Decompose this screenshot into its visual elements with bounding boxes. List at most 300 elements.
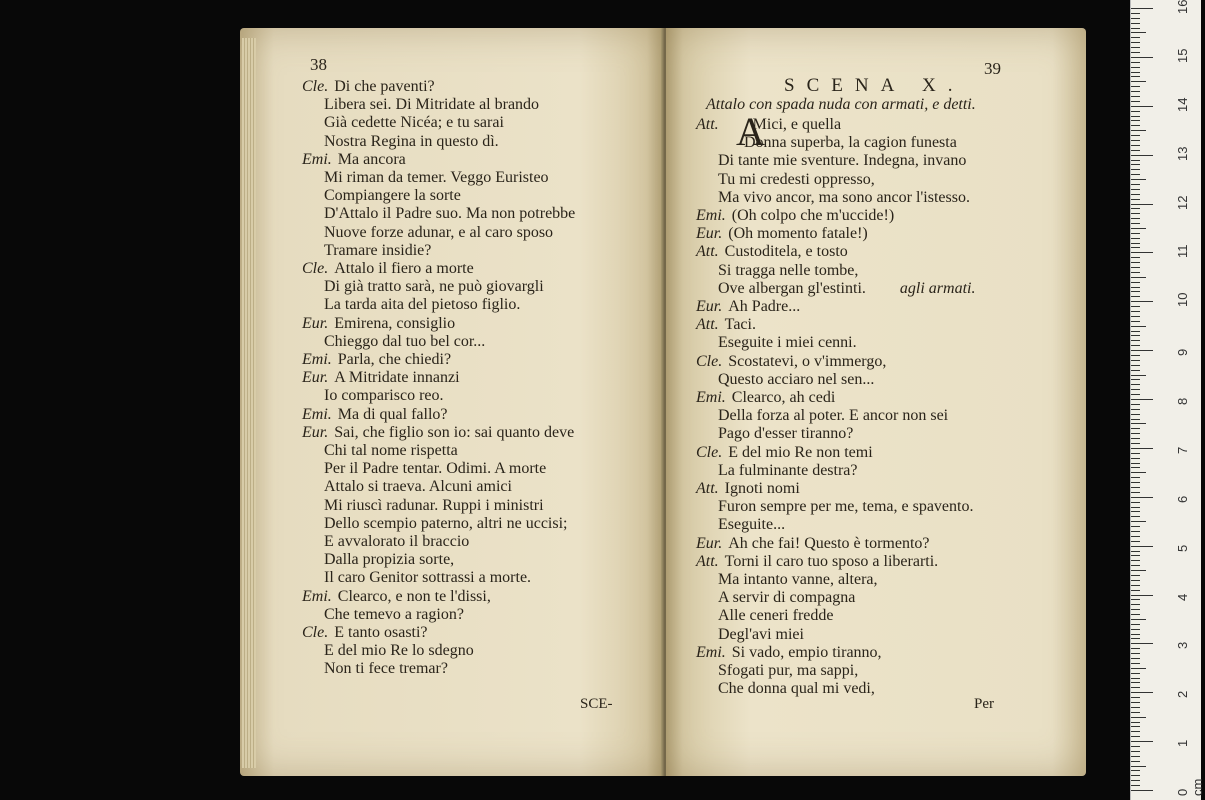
verse-line — [324, 333, 485, 351]
ruler-tick — [1131, 370, 1140, 371]
stage-direction: Attalo con spada nuda con armati, e detti. — [706, 96, 976, 113]
right-page — [666, 28, 1086, 776]
ruler-tick — [1131, 76, 1140, 77]
verse-text: (Oh colpo che m'uccide!) — [731, 207, 895, 224]
ruler-tick — [1131, 526, 1140, 527]
verse-text: Sai, che figlio son io: sai quanto deve — [334, 423, 575, 441]
verse-line — [324, 478, 512, 496]
verse-line — [696, 116, 841, 134]
verse-text: Nuove forze adunar, e al caro sposo — [324, 223, 554, 241]
ruler-tick — [1131, 458, 1140, 459]
speaker-name: Cle. — [302, 260, 329, 277]
verse-line — [324, 133, 499, 151]
ruler-tick — [1131, 91, 1140, 92]
verse-line — [324, 515, 567, 533]
ruler-tick — [1131, 28, 1140, 29]
verse-text: Alle ceneri fredde — [718, 607, 834, 625]
ruler-tick — [1131, 731, 1140, 732]
verse-line — [324, 460, 546, 478]
ruler-label: 6 — [1175, 495, 1190, 503]
ruler-tick — [1131, 712, 1140, 713]
ruler-tick — [1131, 331, 1140, 332]
ruler-tick — [1131, 614, 1140, 615]
scene-title: SCENA X. — [784, 75, 965, 96]
ruler-label: 2 — [1175, 691, 1190, 699]
ruler-tick — [1131, 213, 1140, 214]
verse-line — [744, 134, 957, 152]
ruler-tick — [1131, 507, 1140, 508]
speaker-name: Eur. — [696, 534, 723, 552]
stage-aside: agli armati. — [899, 279, 976, 297]
verse-line — [696, 644, 882, 662]
verse-text: Di tante mie sventure. Indegna, invano — [718, 152, 967, 170]
verse-text: Questo acciaro nel sen... — [718, 370, 875, 388]
ruler-tick — [1131, 184, 1140, 185]
speaker-name: Eur. — [302, 423, 329, 441]
ruler-tick — [1131, 751, 1140, 752]
verse-text: Già cedette Nicéa; e tu sarai — [324, 114, 504, 132]
speaker-name: Emi. — [302, 150, 332, 168]
ruler-tick — [1131, 345, 1140, 346]
verse-line — [718, 571, 878, 589]
verse-text: Emirena, consiglio — [334, 314, 456, 332]
ruler-tick — [1131, 32, 1146, 33]
ruler-tick — [1131, 228, 1146, 229]
ruler-tick — [1131, 155, 1153, 156]
measurement-ruler — [1130, 0, 1205, 800]
verse-text: Compiangere la sorte — [324, 187, 461, 205]
ruler-tick — [1131, 233, 1140, 234]
verse-text: Mi riman da temer. Veggo Euristeo — [324, 169, 549, 186]
verse-text: Libera sei. Di Mitridate al brando — [324, 96, 540, 114]
verse-line — [324, 660, 448, 678]
verse-line — [324, 497, 544, 515]
ruler-tick — [1131, 682, 1140, 683]
ruler-tick — [1131, 62, 1140, 63]
verse-line — [324, 278, 544, 296]
ruler-tick — [1131, 502, 1140, 503]
ruler-tick — [1131, 766, 1146, 767]
ruler-tick — [1131, 355, 1140, 356]
page-number: 39 — [984, 59, 1001, 78]
ruler-tick — [1131, 145, 1140, 146]
ruler-tick — [1131, 306, 1140, 307]
ruler-tick — [1131, 634, 1140, 635]
ruler-tick — [1131, 164, 1140, 165]
ruler-tick — [1131, 57, 1153, 58]
verse-line — [302, 315, 455, 333]
ruler-tick — [1131, 707, 1140, 708]
verse-text: A Mitridate innanzi — [334, 369, 460, 387]
ruler-tick — [1131, 453, 1140, 454]
verse-line — [718, 680, 875, 698]
ruler-tick — [1131, 67, 1140, 68]
speaker-name: Att. — [696, 480, 719, 497]
ruler-tick — [1131, 604, 1140, 605]
ruler-label: 5 — [1175, 544, 1190, 552]
ruler-tick — [1131, 643, 1153, 644]
verse-text: Pago d'esser tiranno? — [718, 425, 854, 443]
verse-text: Dello scempio paterno, altri ne uccisi; — [324, 514, 568, 532]
verse-line — [718, 280, 975, 298]
verse-line — [324, 96, 539, 114]
ruler-tick — [1131, 697, 1140, 698]
ruler-tick — [1131, 663, 1140, 664]
verse-text: Tramare insidie? — [324, 241, 432, 259]
verse-line — [696, 316, 756, 334]
verse-text: E del mio Re non temi — [728, 443, 873, 461]
ruler-tick — [1131, 18, 1140, 19]
ruler-tick — [1131, 238, 1140, 239]
verse-text: Per il Padre tentar. Odimi. A morte — [324, 460, 547, 478]
ruler-tick — [1131, 467, 1140, 468]
verse-line — [302, 588, 491, 606]
verse-line — [718, 498, 973, 516]
verse-text: E del mio Re lo sdegno — [324, 642, 474, 660]
speaker-name: Eur. — [302, 369, 329, 387]
ruler-tick — [1131, 257, 1140, 258]
ruler-label: 16 — [1175, 0, 1190, 14]
verse-text: Ignoti nomi — [724, 480, 800, 497]
ruler-tick — [1131, 282, 1140, 283]
verse-line — [718, 334, 857, 352]
verse-text: Ma di qual fallo? — [337, 405, 448, 423]
verse-text: Taci. — [724, 316, 756, 334]
ruler-tick — [1131, 360, 1140, 361]
verse-text: Mi riuscì radunar. Ruppi i ministri — [324, 496, 544, 514]
ruler-tick — [1131, 116, 1140, 117]
ruler-tick — [1131, 340, 1140, 341]
verse-line — [696, 225, 868, 243]
verse-text: Degl'avi miei — [718, 625, 804, 643]
ruler-tick — [1131, 130, 1146, 131]
ruler-tick — [1131, 350, 1153, 351]
verse-line — [696, 389, 835, 407]
verse-line — [302, 624, 428, 642]
ruler-label: 15 — [1175, 48, 1190, 63]
ruler-tick — [1131, 150, 1140, 151]
verse-line — [324, 224, 553, 242]
ruler-tick — [1131, 272, 1140, 273]
ruler-label: 9 — [1175, 348, 1190, 357]
speaker-name: Emi. — [696, 389, 726, 406]
verse-text: Ah che fai! Questo è tormento? — [728, 534, 930, 552]
ruler-tick — [1131, 785, 1140, 786]
ruler-tick — [1131, 482, 1140, 483]
verse-line — [324, 533, 469, 551]
verse-line — [696, 553, 938, 571]
speaker-name: Eur. — [696, 225, 723, 243]
ruler-tick — [1131, 247, 1140, 248]
verse-line — [324, 442, 458, 460]
ruler-tick — [1131, 189, 1140, 190]
ruler-tick — [1131, 86, 1140, 87]
page-number: 38 — [310, 55, 327, 74]
ruler-tick — [1131, 262, 1140, 263]
ruler-tick — [1131, 775, 1140, 776]
verse-line — [718, 407, 948, 425]
verse-line — [718, 589, 855, 607]
ruler-tick — [1131, 551, 1140, 552]
ruler-tick — [1131, 590, 1140, 591]
verse-text: Mici, e quella — [752, 116, 842, 133]
ruler-label: 4 — [1175, 593, 1190, 601]
ruler-tick — [1131, 541, 1140, 542]
verse-text: Chieggo dal tuo bel cor... — [324, 332, 486, 350]
ruler-tick — [1131, 653, 1140, 654]
ruler-tick — [1131, 375, 1146, 376]
ruler-tick — [1131, 428, 1140, 429]
speaker-name: Cle. — [696, 443, 723, 461]
ruler-tick — [1131, 629, 1140, 630]
ruler-tick — [1131, 169, 1140, 170]
ruler-tick — [1131, 223, 1140, 224]
verse-text: Nostra Regina in questo dì. — [324, 132, 499, 150]
ruler-tick — [1131, 741, 1153, 742]
ruler-label: 10 — [1175, 292, 1190, 308]
ruler-tick — [1131, 160, 1140, 161]
verse-line — [324, 205, 575, 223]
verse-line — [718, 516, 785, 534]
speaker-name: Eur. — [302, 314, 329, 332]
ruler-tick — [1131, 291, 1140, 292]
verse-line — [718, 171, 875, 189]
ruler-tick — [1131, 218, 1140, 219]
ruler-tick — [1131, 423, 1146, 424]
speaker-name: Emi. — [302, 405, 332, 423]
verse-text: Si tragga nelle tombe, — [718, 261, 859, 279]
verse-line — [302, 260, 474, 278]
verse-line — [302, 406, 448, 424]
speaker-name: Emi. — [302, 587, 332, 605]
verse-text: Della forza al poter. E ancor non sei — [718, 407, 949, 425]
verse-text: Di già tratto sarà, ne può giovargli — [324, 278, 544, 296]
ruler-tick — [1131, 580, 1140, 581]
verse-line — [324, 606, 464, 624]
verse-line — [302, 151, 406, 169]
ruler-tick — [1131, 717, 1146, 718]
page-stack-edge — [242, 38, 256, 768]
verse-text: Che donna qual mi vedi, — [718, 680, 875, 698]
ruler-tick — [1131, 565, 1140, 566]
verse-line — [696, 444, 873, 462]
ruler-tick — [1131, 394, 1140, 395]
ruler-tick — [1131, 47, 1140, 48]
ruler-tick — [1131, 497, 1153, 498]
verse-line — [696, 207, 894, 225]
ruler-tick — [1131, 208, 1140, 209]
verse-line — [324, 187, 461, 205]
verse-text: Torni il caro tuo sposo a liberarti. — [724, 552, 939, 570]
speaker-name: Att. — [696, 116, 719, 133]
verse-text: Chi tal nome rispetta — [324, 442, 458, 459]
speaker-name: Att. — [696, 552, 719, 570]
speaker-name: Cle. — [696, 352, 723, 370]
verse-line — [696, 535, 930, 553]
ruler-tick — [1131, 678, 1140, 679]
verse-text: Eseguite... — [718, 516, 786, 534]
verse-text: Sfogati pur, ma sappi, — [718, 662, 859, 679]
verse-text: (Oh momento fatale!) — [728, 225, 868, 243]
verse-text: Custoditela, e tosto — [724, 243, 848, 261]
ruler-tick — [1131, 638, 1140, 639]
speaker-name: Att. — [696, 316, 719, 334]
ruler-label: 3 — [1175, 642, 1190, 650]
verse-line — [302, 351, 451, 369]
ruler-tick — [1131, 125, 1140, 126]
verse-text: La fulminante destra? — [718, 461, 858, 479]
ruler-tick — [1131, 101, 1140, 102]
speaker-name: Emi. — [302, 351, 332, 368]
ruler-tick — [1131, 463, 1140, 464]
verse-line — [718, 371, 874, 389]
verse-text: Che temevo a ragion? — [324, 605, 464, 623]
ruler-tick — [1131, 570, 1146, 571]
verse-line — [324, 114, 504, 132]
ruler-label: 11 — [1175, 244, 1190, 259]
verse-line — [324, 642, 474, 660]
speaker-name: Att. — [696, 243, 719, 261]
ruler-tick — [1131, 335, 1140, 336]
ruler-tick — [1131, 722, 1140, 723]
verse-text: Attalo si traeva. Alcuni amici — [324, 478, 512, 496]
ruler-tick — [1131, 72, 1140, 73]
verse-text: Tu mi credesti oppresso, — [718, 170, 875, 188]
speaker-name: Eur. — [696, 298, 723, 315]
ruler-tick — [1131, 409, 1140, 410]
ruler-tick — [1131, 321, 1140, 322]
verse-text: Ah Padre... — [728, 298, 801, 315]
ruler-label: 0 cm — [1175, 778, 1205, 796]
ruler-tick — [1131, 624, 1140, 625]
ruler-tick — [1131, 140, 1140, 141]
ruler-tick — [1131, 448, 1153, 449]
ruler-tick — [1131, 746, 1140, 747]
ruler-tick — [1131, 277, 1146, 278]
verse-line — [718, 425, 853, 443]
verse-line — [324, 296, 520, 314]
ruler-label: 8 — [1175, 397, 1190, 405]
ruler-tick — [1131, 511, 1140, 512]
verse-line — [696, 480, 800, 498]
ruler-tick — [1131, 287, 1140, 288]
ruler-tick — [1131, 780, 1140, 781]
ruler-tick — [1131, 477, 1140, 478]
speaker-name: Cle. — [302, 78, 329, 95]
verse-line — [718, 462, 858, 480]
ruler-tick — [1131, 384, 1140, 385]
ruler-tick — [1131, 301, 1153, 302]
verse-text: Io comparisco reo. — [324, 387, 444, 405]
ruler-tick — [1131, 702, 1140, 703]
ruler-tick — [1131, 389, 1140, 390]
ruler-tick — [1131, 365, 1140, 366]
verse-text: Eseguite i miei cenni. — [718, 334, 857, 352]
verse-text: Clearco, ah cedi — [731, 389, 836, 406]
ruler-label: 14 — [1175, 97, 1190, 112]
ruler-tick — [1131, 326, 1146, 327]
verse-text: Dalla propizia sorte, — [324, 551, 455, 569]
ruler-tick — [1131, 179, 1146, 180]
verse-text: La tarda aita del pietoso figlio. — [324, 296, 521, 314]
speaker-name: Emi. — [696, 643, 726, 661]
verse-line — [302, 78, 435, 96]
ruler-tick — [1131, 37, 1140, 38]
verse-text: Parla, che chiedi? — [337, 351, 452, 368]
verse-text: Clearco, e non te l'dissi, — [337, 587, 491, 605]
ruler-tick — [1131, 575, 1140, 576]
ruler-tick — [1131, 609, 1140, 610]
verse-line — [718, 189, 970, 207]
catchword: SCE- — [580, 696, 613, 712]
verse-line — [302, 369, 460, 387]
verse-line — [302, 424, 574, 442]
verse-line — [324, 551, 454, 569]
ruler-tick — [1131, 648, 1140, 649]
verse-text: Ma intanto vanne, altera, — [718, 571, 878, 588]
verse-line — [718, 152, 966, 170]
ruler-tick — [1131, 96, 1140, 97]
verse-text: Ma ancora — [337, 150, 406, 168]
ruler-tick — [1131, 516, 1140, 517]
ruler-tick — [1131, 42, 1140, 43]
ruler-tick — [1131, 106, 1153, 107]
ruler-tick — [1131, 414, 1140, 415]
ruler-tick — [1131, 673, 1140, 674]
verse-text: E avvalorato il braccio — [324, 533, 470, 550]
verse-line — [696, 243, 848, 261]
verse-line — [718, 662, 858, 680]
ruler-label: 13 — [1175, 146, 1190, 161]
ruler-tick — [1131, 521, 1146, 522]
ruler-tick — [1131, 790, 1153, 791]
verse-text: Ove albergan gl'estinti. — [718, 279, 866, 297]
verse-text: Di che paventi? — [334, 78, 435, 95]
ruler-tick — [1131, 756, 1140, 757]
verse-line — [696, 353, 886, 371]
verse-text: D'Attalo il Padre suo. Ma non potrebbe — [324, 205, 576, 223]
ruler-tick — [1131, 770, 1140, 771]
verse-text: Donna superba, la cagion funesta — [744, 134, 957, 152]
ruler-tick — [1131, 379, 1140, 380]
verse-text: Il caro Genitor sottrassi a morte. — [324, 569, 532, 587]
ruler-tick — [1131, 546, 1153, 547]
speaker-name: Cle. — [302, 624, 329, 641]
ruler-tick — [1131, 687, 1140, 688]
verse-line — [696, 298, 800, 316]
ruler-tick — [1131, 472, 1146, 473]
ruler-tick — [1131, 399, 1153, 400]
verse-line — [324, 169, 549, 187]
ruler-tick — [1131, 736, 1140, 737]
verse-text: Furon sempre per me, tema, e spavento. — [718, 498, 974, 516]
ruler-tick — [1131, 135, 1140, 136]
verse-text: Non ti fece tremar? — [324, 660, 448, 678]
ruler-tick — [1131, 487, 1140, 488]
ruler-tick — [1131, 204, 1153, 205]
ruler-tick — [1131, 199, 1140, 200]
ruler-tick — [1131, 692, 1153, 693]
verse-line — [718, 262, 858, 280]
ruler-tick — [1131, 404, 1140, 405]
ruler-tick — [1131, 194, 1140, 195]
ruler-tick — [1131, 8, 1153, 9]
ruler-tick — [1131, 599, 1140, 600]
ruler-tick — [1131, 252, 1153, 253]
verse-text: Si vado, empio tiranno, — [731, 643, 882, 661]
ruler-tick — [1131, 433, 1140, 434]
ruler-tick — [1131, 120, 1140, 121]
